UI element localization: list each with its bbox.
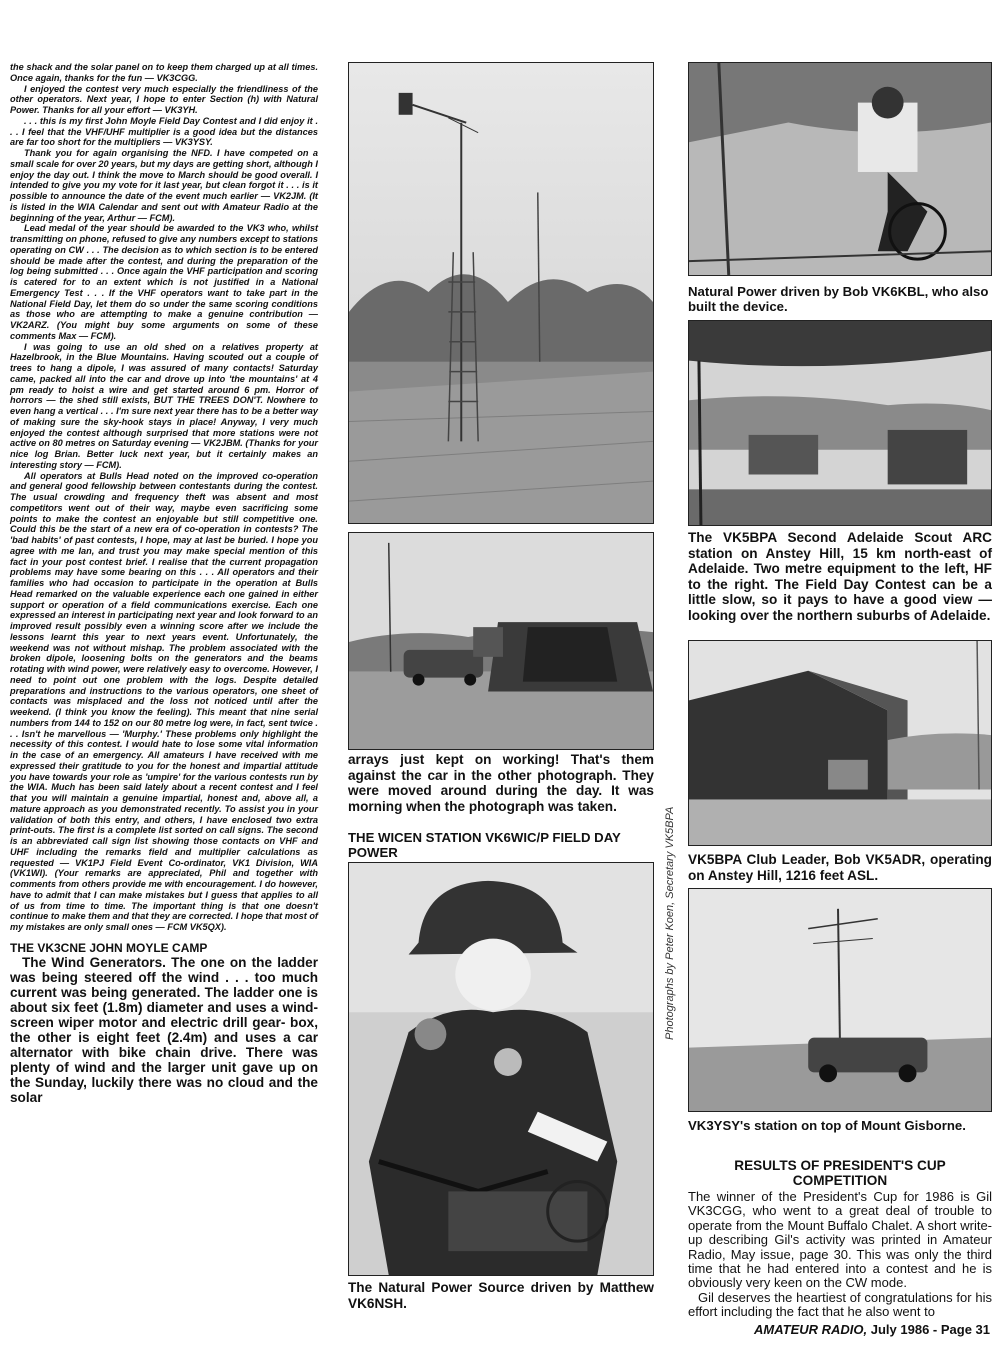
caption-bike: Natural Power driven by Bob VK6KBL, who also built the device. [688,284,989,314]
results-paragraph: Gil deserves the heartiest of congratulations for his effort including the fact that he also went to [688,1289,992,1320]
photo-cyclist [348,862,654,1276]
caption-club-leader: VK5BPA Club Leader, Bob VK5ADR, operating on Anstey Hill, 1216 feet ASL. [688,852,992,883]
paragraph: Thank you for again organising the NFD. I have competed on a small scale for over 20 years, but my days are getting short, although I enjoy the day out. I think the move to March should be good overall. I intended to give you my vote for it last year, but clean forgot it . . . is it possible to announce the date of the event much earlier — VK2JM. (It is listed in the WIA Calendar and sent out with Amateur Radio at the beginning of the year, Arthur — FCM). [10,148,318,223]
continuation-text: arrays just kept on working! That's them against the car in the other photograph. They were moved around during the day. It was morning when the photograph was taken. [348,752,654,814]
results-paragraph: The winner of the President's Cup for 1986 is Gil VK3CGG, who went to a great deal of trouble to operate from the Mount Buffalo Chalet. A short write-up describing Gil's activity was printed in Amateur Radio, May issue, page 30. This was only the third time that he had entered into a contest and he is obviously very keen on the CW mode. [688,1189,992,1291]
comments-text [10,62,318,933]
column-left [10,62,318,1312]
photo-wind-generator [348,62,654,524]
photo-credit: Photographs by Peter Koen, Secretary VK5BPA [664,806,676,1040]
camp-paragraph: The Wind Generators. The one on the ladder was being steered off the wind . . . too much current was being generated. The ladder one is about six feet (1.8m) diameter and uses a wind-screen wiper motor and electric drill gear- box, the other is eight feet (2.4m) and uses a car alternator with bike chain drive. There was plenty of wind and the larger unit gave up on the Sunday, luckily there was no cloud and the solar [10,954,318,1105]
photo-adelaide-station [688,320,992,526]
photo-tent-car [348,532,654,750]
camp-heading: THE VK3CNE JOHN MOYLE CAMP [10,940,208,955]
wicen-heading: THE WICEN STATION VK6WIC/P FIELD DAY POWER [348,830,621,860]
page-footer [754,1322,990,1337]
cyclist-caption: The Natural Power Source driven by Matthew VK6NSH. [348,1280,654,1311]
photo-natural-power-bike [688,62,992,276]
issue-page: July 1986 - Page 31 [867,1322,990,1337]
caption-gisborne: VK3YSY's station on top of Mount Gisborne. [688,1118,966,1133]
photo-tent-club-leader [688,640,992,846]
camp-text [10,955,318,1105]
results-text [688,1189,992,1320]
paragraph: . . . this is my first John Moyle Field Day Contest and I did enjoy it . . . I feel that the VHF/UHF multiplier is a good idea but the distances are far too short for the multipliers — VK3YSY. [10,115,318,148]
caption-adelaide: The VK5BPA Second Adelaide Scout ARC station on Anstey Hill, 15 km north-east of Adelaide. Two metre equipment to the left, HF to the right. The Field Day Contest can be a little slow, so it pays to have a good view — looking over the northern suburbs of Adelaide. [688,530,992,623]
paragraph: Lead medal of the year should be awarded to the VK3 who, whilst transmitting on phone, refused to give any numbers except to stations operating on CW . . . The decision as to which section is to be entered should be made after the contest, and during the preparation of the log being submitted . . . Once again the VHF participation and scoring is catered for to an extent which is not justified in a National Emergency Test . . . If the VHF operators want to take part in the National Field Day, let them do so under the same scoring conditions as those who are attempting to make a genuine contribution — VK2ARZ. (You might buy some arguments on some of these comments Max — FCM). [10,223,318,341]
paragraph: All operators at Bulls Head noted on the improved co-operation and general good fellowship between contestants during the contest. The usual crowding and frequency theft was absent and most competitors went out of their way, maybe even sacrificing some points to make the contest an enjoyable but still competitive one. Could this be the start of a new era of co-operation in contests? The 'bad habits' of past contests, I hope, may at last be buried. I hope you agree with me Ian, and trust you may make special mention of this fact in your post contest brief. I realise that the current propagation problems may have some bearing on this . . . All operators and their families who had occasion to participate in the operation at Bulls Head remarked on the valuable experience each one gained in either support or operation of a field communications exercise. Each one expressed an interest in participating next year and look forward to an improved result possibly even a winning score after we include the lessons learnt this year to next years event. Unfortunately, the weekend was not without mishap. The problem associated with the broken dipole, loosening bolts on the generators and the beams rotating with wind power, were relatively easy to overcome. However, I need to point out one problem with the logs. Despite detailed preparations and instructions to the various operators, one sheet of contacts was misplaced and the loss not noticed until after the weekend. (I think you know the feeling). This meant that nine serial numbers from 144 to 152 on our 80 metre log were, in fact, sent twice . . . Isn't he marvellous — 'Murphy.' These problems only highlight the necessity of this contest. I would hate to lose some vital information in the case of an emergency. All amateurs I have received with me expressed their gratitude to you for the honest and impartial attitude you have towards your role as 'umpire' for the various contests run by the WIA. Much has been said lately about a recent contest and I feel that you will maintain a genuine impartial, honest and, above all, a mature approach as you demonstrated recently. To assist you in your validation of both this entry, and others, I have enclosed two extra print-outs. The first is a complete list sorted on call signs. The second is an abbreviated call sign list showing those contacts on VHF and UHF including the remarks field and multiplier calculations as requested — VK1PJ Field Event Co-ordinator, VK1 Division, WIA (VK1WI). (Your remarks are appreciated, Phil and together with comments from others provide me with encouragement. I do however, have to admit that I can make mistakes but I guess that applies to all of us from time to time. The important thing is that one doesn't continue to make them and that they are corrected. I hope that most of my mistakes are only small ones — FCM VK5QX). [10,470,318,932]
photo-mount-gisborne [688,888,992,1112]
paragraph: the shack and the solar panel on to keep them charged up at all times. Once again, thanks for the fun — VK3CGG. [10,62,318,83]
magazine-name: AMATEUR RADIO, [754,1322,868,1337]
paragraph: I enjoyed the contest very much especially the friendliness of the other operators. Next year, I hope to enter Section (h) with Natural Power. Thanks for all your effort — VK3YH. [10,83,318,115]
results-heading: RESULTS OF PRESIDENT'S CUP COMPETITION [734,1158,946,1188]
paragraph: I was going to use an old shed on a relatives property at Hazelbrook, in the Blue Mountains. Having scouted out a couple of trees to hang a dipole, I was assured of many contacts! Saturday came, packed all into the car and drove up into 'the mountains' at 4 pm ready to hoist a wire and get started around 6 pm. Horror of horrors — the shed still exists, BUT THE TREES DON'T. Nowhere to even hang a vertical . . . I'm sure next year there has to be a better way of making sure the sky-hook stays in place! Anyway, I very much enjoyed the contest although surprised that more stations were not active on 80 metres on Saturday evening — VK2JBM. (Thanks for your nice log Brian. Better luck next year, but it certainly makes an interesting story — FCM). [10,341,318,470]
